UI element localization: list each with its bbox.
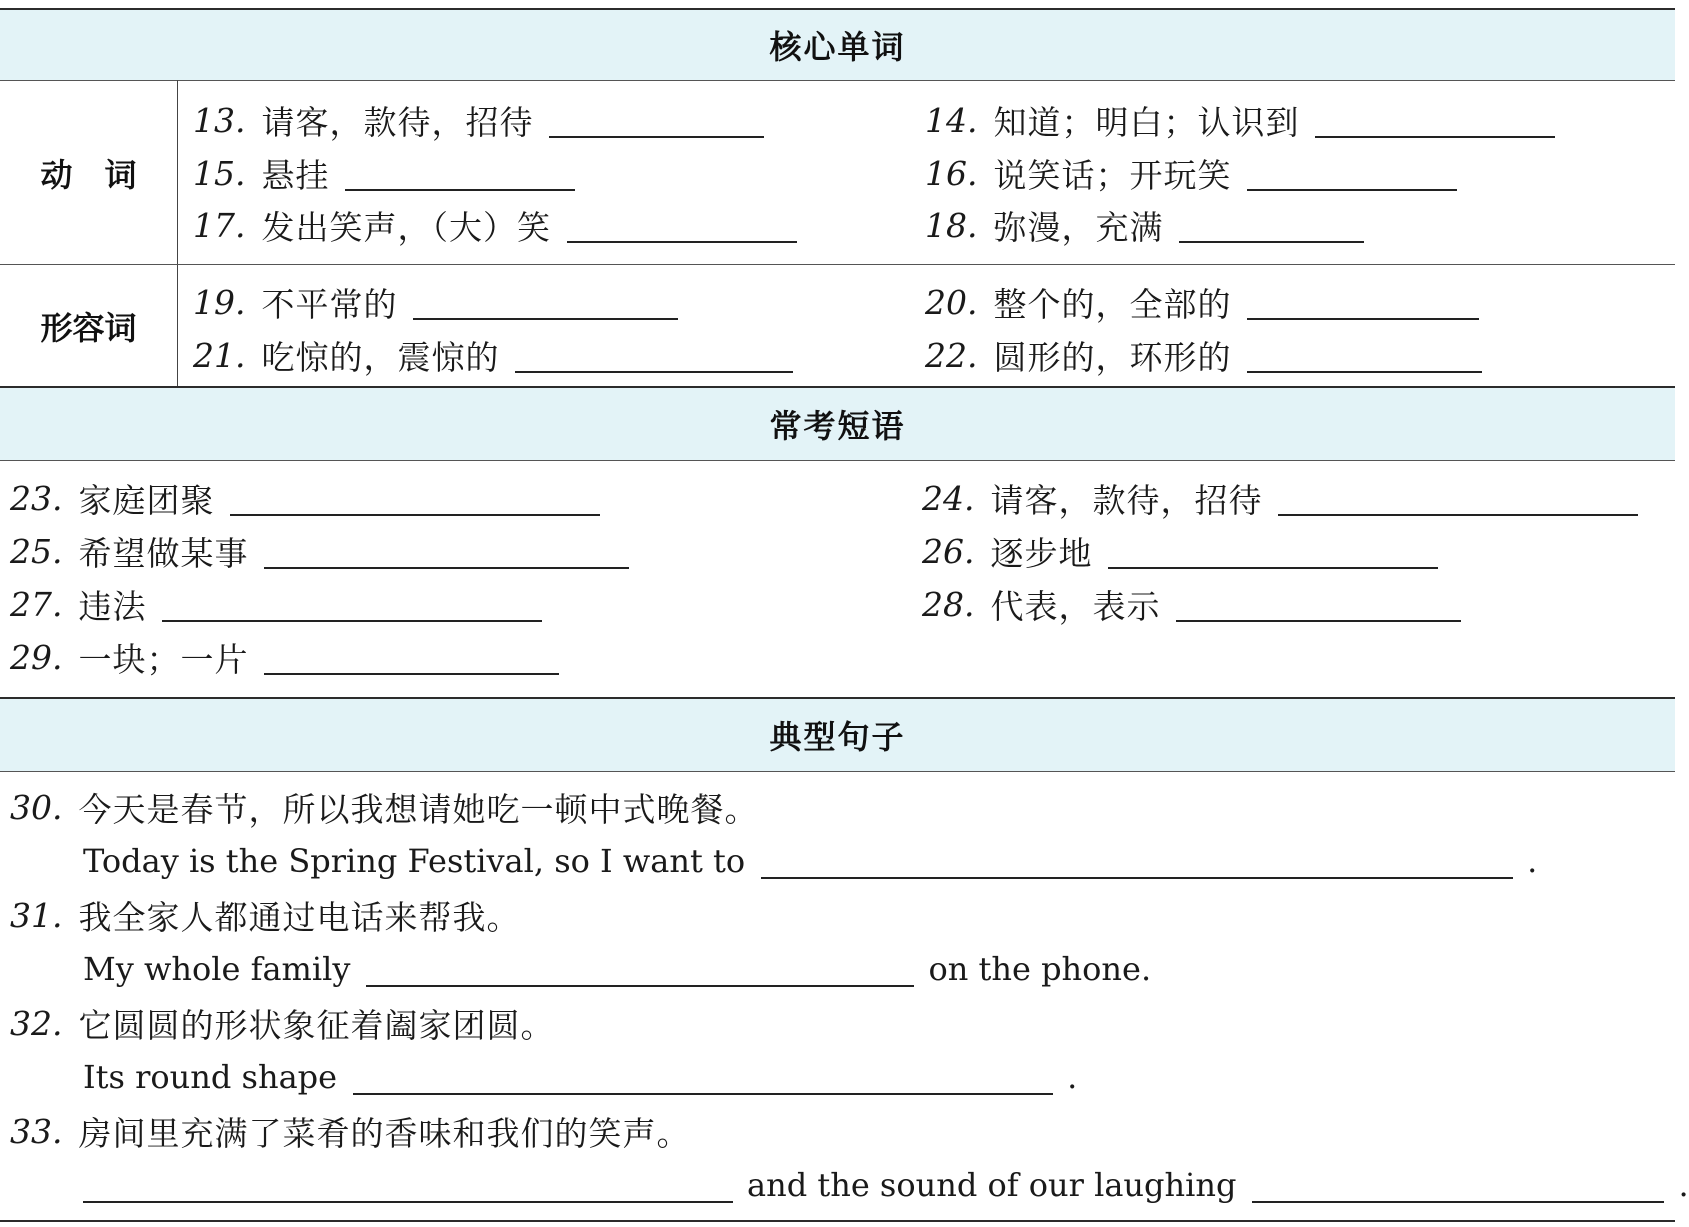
section-header-phrases: [0, 388, 1675, 460]
english-text: Today is the Spring Festival, so I want to: [83, 842, 746, 880]
answer-blank[interactable]: [1247, 284, 1479, 320]
item-text: 不平常的: [261, 284, 398, 324]
item-text: 圆形的，环形的: [993, 337, 1232, 377]
english-text: Its round shape: [83, 1058, 338, 1096]
answer-blank[interactable]: [345, 155, 575, 191]
category-adjective: [0, 266, 177, 386]
item-text: 家庭团聚: [78, 480, 215, 520]
sentence-en: [83, 1160, 1689, 1210]
verb-item: [925, 148, 1457, 198]
item-text: 逐步地: [990, 533, 1093, 573]
item-number: 32.: [10, 1003, 63, 1043]
phrase-item: [922, 526, 1438, 576]
answer-blank[interactable]: [1247, 337, 1482, 373]
chinese-sentence: 它圆圆的形状象征着阖家团圆。: [78, 1005, 555, 1045]
answer-blank[interactable]: [162, 586, 542, 622]
item-text: 希望做某事: [78, 533, 249, 573]
category-label: 形容词: [40, 309, 137, 347]
category-label: 动 词: [40, 156, 137, 194]
item-text: 发出笑声，（大）笑: [261, 207, 551, 247]
item-text: 代表，表示: [990, 586, 1161, 626]
item-text: 一块；一片: [78, 639, 249, 679]
item-number: 15.: [193, 153, 246, 193]
section-header-sentences: [0, 699, 1675, 771]
verb-item: [193, 200, 797, 250]
answer-blank[interactable]: [567, 207, 797, 243]
category-divider: [177, 80, 178, 386]
item-text: 整个的，全部的: [993, 284, 1232, 324]
item-number: 13.: [193, 100, 246, 140]
answer-blank[interactable]: [1108, 533, 1438, 569]
section-title: 核心单词: [769, 28, 906, 66]
english-text: .: [1678, 1166, 1689, 1204]
answer-blank[interactable]: [413, 284, 678, 320]
answer-blank[interactable]: [1179, 207, 1364, 243]
category-verb: [0, 82, 177, 264]
answer-blank[interactable]: [1247, 155, 1457, 191]
rule: [0, 264, 1675, 265]
phrase-item: [922, 579, 1461, 629]
verb-item: [925, 95, 1555, 145]
answer-blank[interactable]: [366, 951, 914, 987]
verb-item: [193, 148, 575, 198]
item-number: 21.: [193, 335, 246, 375]
answer-blank[interactable]: [1278, 480, 1638, 516]
verb-item: [925, 200, 1364, 250]
item-number: 23.: [10, 478, 63, 518]
sentence-cn: [10, 998, 554, 1048]
item-text: 请客，款待，招待: [261, 102, 534, 142]
section-header-core-words: [0, 10, 1675, 80]
item-text: 弥漫，充满: [993, 207, 1164, 247]
chinese-sentence: 我全家人都通过电话来帮我。: [78, 897, 521, 937]
item-number: 26.: [922, 531, 975, 571]
item-number: 22.: [925, 335, 978, 375]
answer-blank[interactable]: [264, 533, 629, 569]
answer-blank[interactable]: [264, 639, 559, 675]
sentence-cn: [10, 890, 520, 940]
english-text: My whole family: [83, 950, 351, 988]
phrase-item: [922, 473, 1638, 523]
sentence-en: [83, 1052, 1077, 1102]
item-number: 28.: [922, 584, 975, 624]
item-text: 知道；明白；认识到: [993, 102, 1300, 142]
answer-blank[interactable]: [1176, 586, 1461, 622]
item-number: 20.: [925, 282, 978, 322]
item-number: 29.: [10, 637, 63, 677]
answer-blank[interactable]: [549, 102, 764, 138]
chinese-sentence: 今天是春节，所以我想请她吃一顿中式晚餐。: [78, 789, 759, 829]
phrase-item: [10, 579, 542, 629]
chinese-sentence: 房间里充满了菜肴的香味和我们的笑声。: [78, 1113, 691, 1153]
section-title: 典型句子: [769, 718, 906, 756]
adjective-item: [193, 330, 793, 380]
item-number: 24.: [922, 478, 975, 518]
adjective-item: [925, 330, 1482, 380]
item-number: 17.: [193, 205, 246, 245]
item-number: 25.: [10, 531, 63, 571]
verb-item: [193, 95, 764, 145]
bottom-rule: [0, 1220, 1675, 1222]
adjective-item: [193, 277, 678, 327]
answer-blank[interactable]: [230, 480, 600, 516]
item-number: 31.: [10, 895, 63, 935]
rule: [0, 460, 1675, 461]
answer-blank[interactable]: [83, 1167, 733, 1203]
english-text: and the sound of our laughing: [747, 1166, 1237, 1204]
english-text: .: [1067, 1058, 1078, 1096]
sentence-en: [83, 836, 1537, 886]
phrase-item: [10, 526, 629, 576]
sentence-cn: [10, 1106, 690, 1156]
item-number: 27.: [10, 584, 63, 624]
sentence-en: [83, 944, 1151, 994]
item-number: 18.: [925, 205, 978, 245]
item-number: 16.: [925, 153, 978, 193]
section-title: 常考短语: [769, 407, 906, 445]
item-text: 悬挂: [261, 155, 330, 195]
answer-blank[interactable]: [1315, 102, 1555, 138]
english-text: on the phone.: [928, 950, 1152, 988]
item-text: 吃惊的，震惊的: [261, 337, 500, 377]
answer-blank[interactable]: [761, 843, 1513, 879]
answer-blank[interactable]: [515, 337, 793, 373]
item-number: 30.: [10, 787, 63, 827]
phrase-item: [10, 473, 600, 523]
adjective-item: [925, 277, 1479, 327]
item-text: 请客，款待，招待: [990, 480, 1263, 520]
answer-blank[interactable]: [1252, 1167, 1664, 1203]
item-number: 19.: [193, 282, 246, 322]
item-text: 违法: [78, 586, 147, 626]
rule: [0, 80, 1675, 81]
english-text: .: [1527, 842, 1538, 880]
rule: [0, 771, 1675, 772]
item-number: 33.: [10, 1111, 63, 1151]
phrase-item: [10, 632, 559, 682]
answer-blank[interactable]: [353, 1059, 1053, 1095]
item-number: 14.: [925, 100, 978, 140]
item-text: 说笑话；开玩笑: [993, 155, 1232, 195]
sentence-cn: [10, 782, 758, 832]
